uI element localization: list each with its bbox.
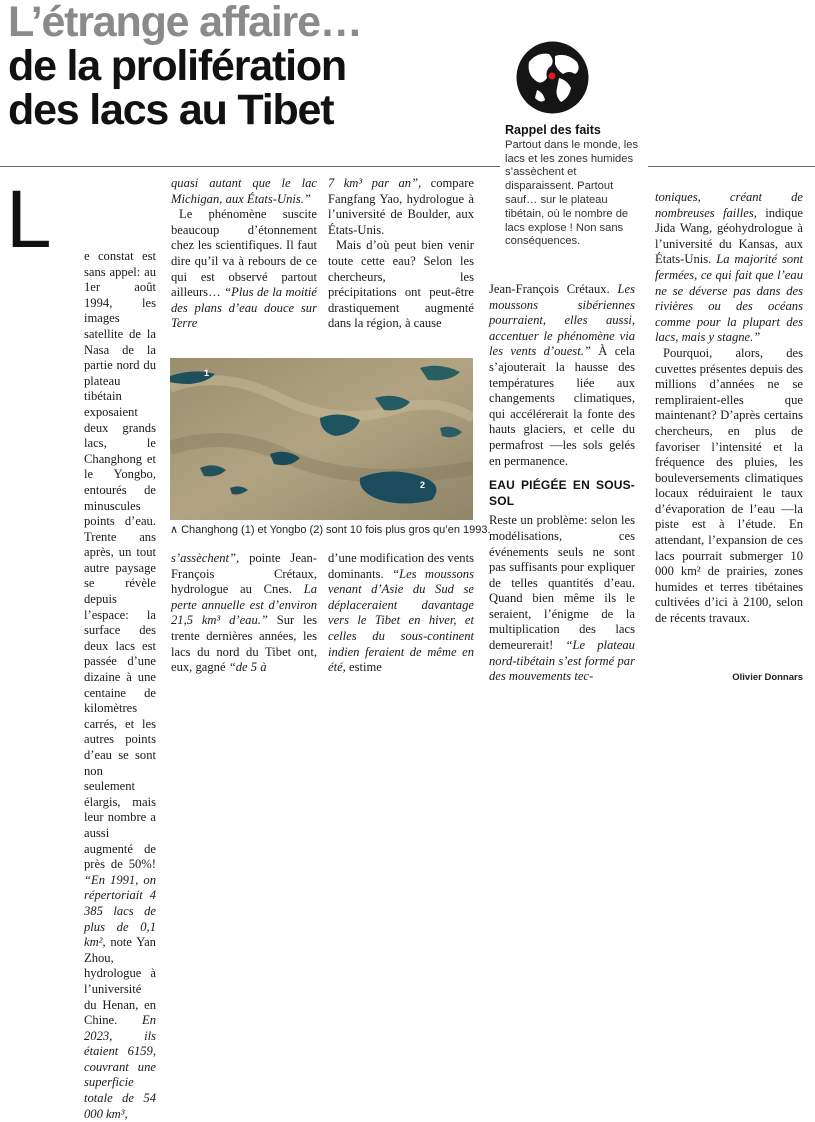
- article-text: Jean-François Crétaux.: [489, 282, 610, 296]
- article-quote: “de 5 à: [228, 660, 267, 675]
- recap-title: Rappel des faits: [505, 123, 601, 137]
- photo-caption: [170, 523, 491, 536]
- article-quote: La perte annuelle est d’environ 21,5 km³ d’eau.”: [171, 582, 317, 628]
- byline: Olivier Donnars: [732, 672, 803, 683]
- headline-line-2: de la prolifération: [8, 42, 346, 90]
- article-text: indique Jida Wang, géohydrologue à l’université du Kansas, aux États-Unis.: [655, 205, 803, 267]
- article-text: pointe Jean-François Crétaux, hydrologue au Cnes.: [171, 551, 317, 597]
- article-text: À cela s’ajouterait la hausse des températures liée aux changements climatiques, qui accélérerait la fonte des hauts glaciers, et celle du permafrost —les sols gelés en permanence.: [489, 344, 635, 468]
- column-3-top: [328, 176, 474, 332]
- article-quote: “Plus de la moitié des plans d’eau douce sur Terre: [171, 285, 318, 331]
- rule-right: [648, 166, 815, 167]
- article-quote: “Les moussons venant d’Asie du Sud se déplaceraient davantage vers le Tibet en hiver, et celles du sous-continent indien feraient de même en été,: [328, 566, 474, 675]
- headline-line-1: L’étrange affaire…: [8, 0, 362, 46]
- article-quote: La majorité sont fermées, ce qui fait que l’eau ne se déverse pas dans des rivières ou des océans comme pour la plupart des lacs, mais y stagne.”: [655, 252, 803, 345]
- drop-cap: L: [6, 174, 52, 265]
- article-quote: s’assèchent”,: [171, 551, 240, 565]
- lake-label-1: 1: [204, 368, 210, 378]
- column-3-bottom: [328, 551, 474, 676]
- recap-text: Partout dans le monde, les lacs et les zones humides s’assèchent et disparaissent. Partout sauf… sur le plateau tibétain, où le nombre de lacs explose ! Non sans conséquences.: [505, 138, 639, 248]
- satellite-photo: [170, 358, 473, 520]
- lake-label-2: 2: [420, 480, 426, 490]
- rule-left: [0, 166, 500, 167]
- article-paragraph: Pourquoi, alors, des cuvettes présentes depuis des millions d’années ne se rempliraient-elles que maintenant? D’après certains chercheurs, en plus de favoriser l’intensité et la fréquence des pluies, les bouleversements climatiques locaux réduiraient le taux d’évaporation de l’eau —la piste est à l’étude. En attendant, l’expansion de ces lacs pourrait submerger 10 000 km² de prairies, zones humides et terres tibétaines cultivées d’ici à 2100, selon de récents travaux.: [655, 345, 803, 626]
- article-quote: toniques, créant de nombreuses failles,: [655, 190, 803, 220]
- article-paragraph: Le phénomène suscite beaucoup d’étonnement chez les scientifiques. Il faut dire qu’il va à rebours de ce qui est observé partout ailleurs…: [171, 207, 317, 300]
- section-subhead: EAU PIÉGÉE EN SOUS-SOL: [489, 478, 635, 508]
- article-quote: “Le plateau nord-tibétain s’est formé par des mouvements tec-: [489, 638, 635, 684]
- caption-text: Changhong (1) et Yongbo (2) sont 10 fois plus gros qu’en 1993.: [181, 524, 491, 536]
- article-text: compare Fangfang Yao, hydrologue à l’université de Boulder, aux États-Unis.: [328, 176, 474, 237]
- column-4: [489, 282, 635, 685]
- column-2-top: [171, 176, 317, 332]
- article-quote: Les moussons sibériennes pourraient, elles aussi, accentuer le phénomène via les vents d’ouest.”: [489, 282, 635, 359]
- article-quote: 7 km³ par an”,: [328, 176, 422, 190]
- globe-icon: [515, 40, 590, 115]
- column-5: [655, 190, 803, 627]
- column-1: [8, 249, 156, 1122]
- article-intro: e constat est sans appel: au 1er août 1994, les images satellite de la Nasa de la partie nord du plateau tibétain exposaient deux grands lacs, le Changhong et le Yongbo, entourés de minuscules points d’eau. Trente ans après, un tout autre paysage se révèle depuis l’espace: la surface des deux lacs est passée d’une dizaine à une centaine de kilomètres carrés, et les autres points d’eau se sont non seulement élargis, mais leur nombre a aussi augmenté de près de 50%!: [84, 249, 156, 872]
- article-quote: quasi autant que le lac Michigan, aux États-Unis.”: [171, 176, 317, 206]
- headline: [8, 0, 528, 132]
- article-paragraph: Reste un problème: selon les modélisations, ces événements seuls ne sont pas suffisants pour expliquer de telles quantités d’eau. Quand bien même ils le seraient, l’énigme de la multiplication des lacs demeurerait!: [489, 513, 635, 653]
- recap-box: [505, 124, 645, 249]
- article-text: estime: [348, 660, 382, 675]
- column-2-bottom: [171, 551, 317, 676]
- article-quote: En 2023, ils étaient 6159, couvrant une superficie totale de 54 000 km³,: [84, 1013, 156, 1121]
- article-paragraph: Mais d’où peut bien venir toute cette eau? Selon les chercheurs, les précipitations ont peut-être drastiquement augmenté dans la région, à cause: [328, 238, 474, 331]
- caption-arrow-icon: ∧: [170, 524, 182, 536]
- article-quote: “En 1991, on répertoriait 4 385 lacs de plus de 0,1 km²,: [84, 872, 156, 950]
- headline-line-3: des lacs au Tibet: [8, 86, 334, 134]
- article-attribution: note Yan Zhou, hydrologue à l’université du Henan, en Chine.: [84, 935, 156, 1028]
- article-text: Sur les trente dernières années, les lacs du nord du Tibet ont, eux, gagné: [171, 613, 317, 675]
- article-text: d’une modification des vents dominants.: [328, 551, 474, 581]
